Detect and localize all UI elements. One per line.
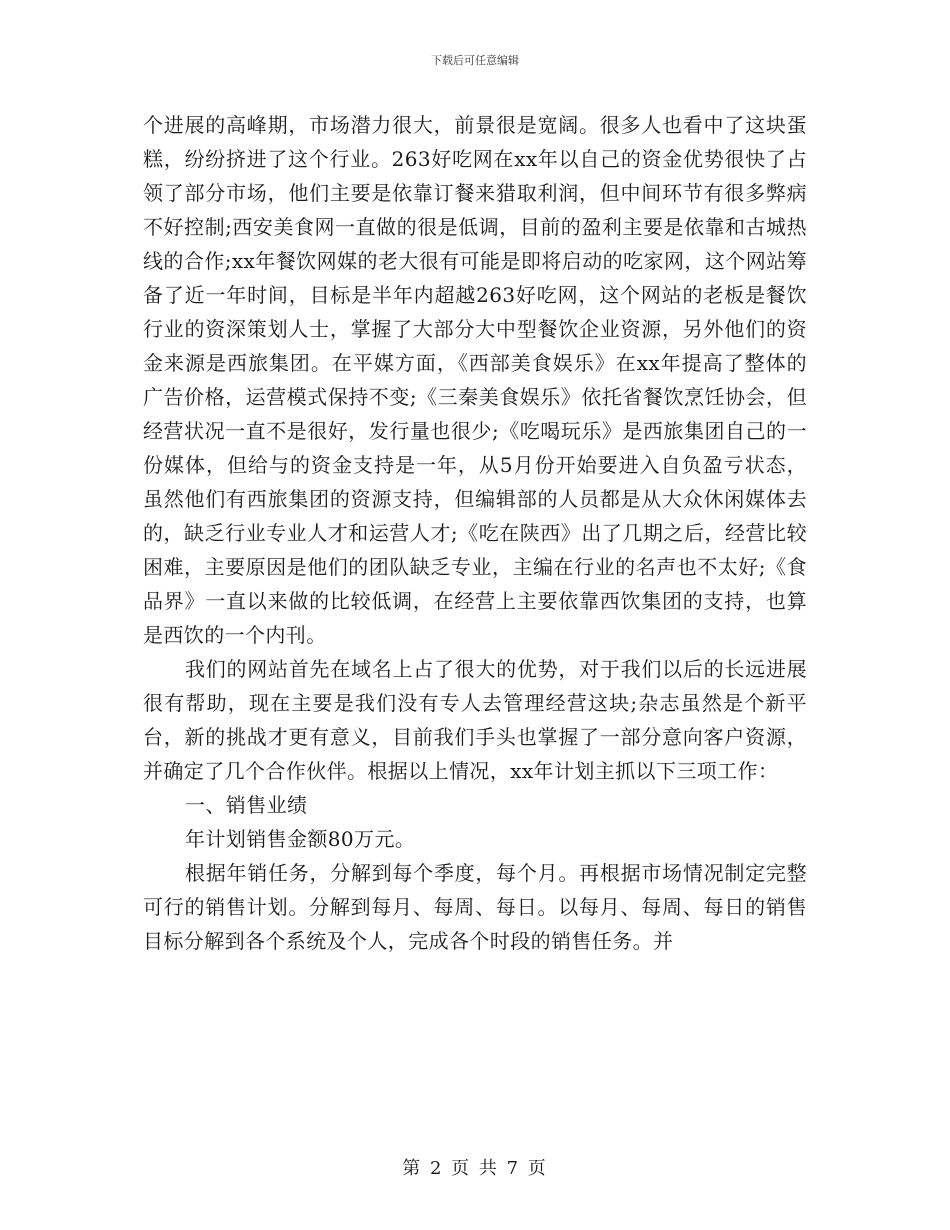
page-header: 下载后可任意编辑: [431, 54, 519, 67]
paragraph-4: 根据年销任务，分解到每个季度，每个月。再根据市场情况制定完整可行的销售计划。分解到每月、每周、每日。以每月、每周、每日的销售目标分解到各个系统及个人，完成各个时段的销售任务。并: [143, 861, 807, 953]
document-body: [143, 108, 807, 958]
paragraph-1: 个进展的高峰期，市场潜力很大，前景很是宽阔。很多人也看中了这块蛋糕，纷纷挤进了这个行业。263好吃网在xx年以自己的资金优势很快了占领了部分市场，他们主要是依靠订餐来猎取利润，但中间环节有很多弊病不好控制;西安美食网一直做的很是低调，目前的盈利主要是依靠和古城热线的合作;xx年餐饮网媒的老大很有可能是即将启动的吃家网，这个网站筹备了近一年时间，目标是半年内超越263好吃网，这个网站的老板是餐饮行业的资深策划人士，掌握了大部分大中型餐饮企业资源，另外他们的资金来源是西旅集团。在平媒方面，《西部美食娱乐》在xx年提高了整体的广告价格，运营模式保持不变;《三秦美食娱乐》依托省餐饮烹饪协会，但经营状况一直不是很好，发行量也很少;《吃喝玩乐》是西旅集团自己的一份媒体，但给与的资金支持是一年，从5月份开始要进入自负盈亏状态，虽然他们有西旅集团的资源支持，但编辑部的人员都是从大众休闲媒体去的，缺乏行业专业人才和运营人才;《吃在陕西》出了几期之后，经营比较困难，主要原因是他们的团队缺乏专业，主编在行业的名声也不太好;《食品界》一直以来做的比较低调，在经营上主要依靠西饮集团的支持，也算是西饮的一个内刊。: [143, 113, 807, 647]
paragraph-3: 年计划销售金额80万元。: [185, 827, 416, 851]
page-number-footer: 第 2 页 共 7 页: [402, 1158, 548, 1179]
paragraph-2: 我们的网站首先在域名上占了很大的优势，对于我们以后的长远进展很有帮助，现在主要是我们没有专人去管理经营这块;杂志虽然是个新平台，新的挑战才更有意义，目前我们手头也掌握了一部分意向客户资源，并确定了几个合作伙伴。根据以上情况，xx年计划主抓以下三项工作：: [143, 657, 807, 783]
section-heading: 一、销售业绩: [185, 793, 308, 817]
